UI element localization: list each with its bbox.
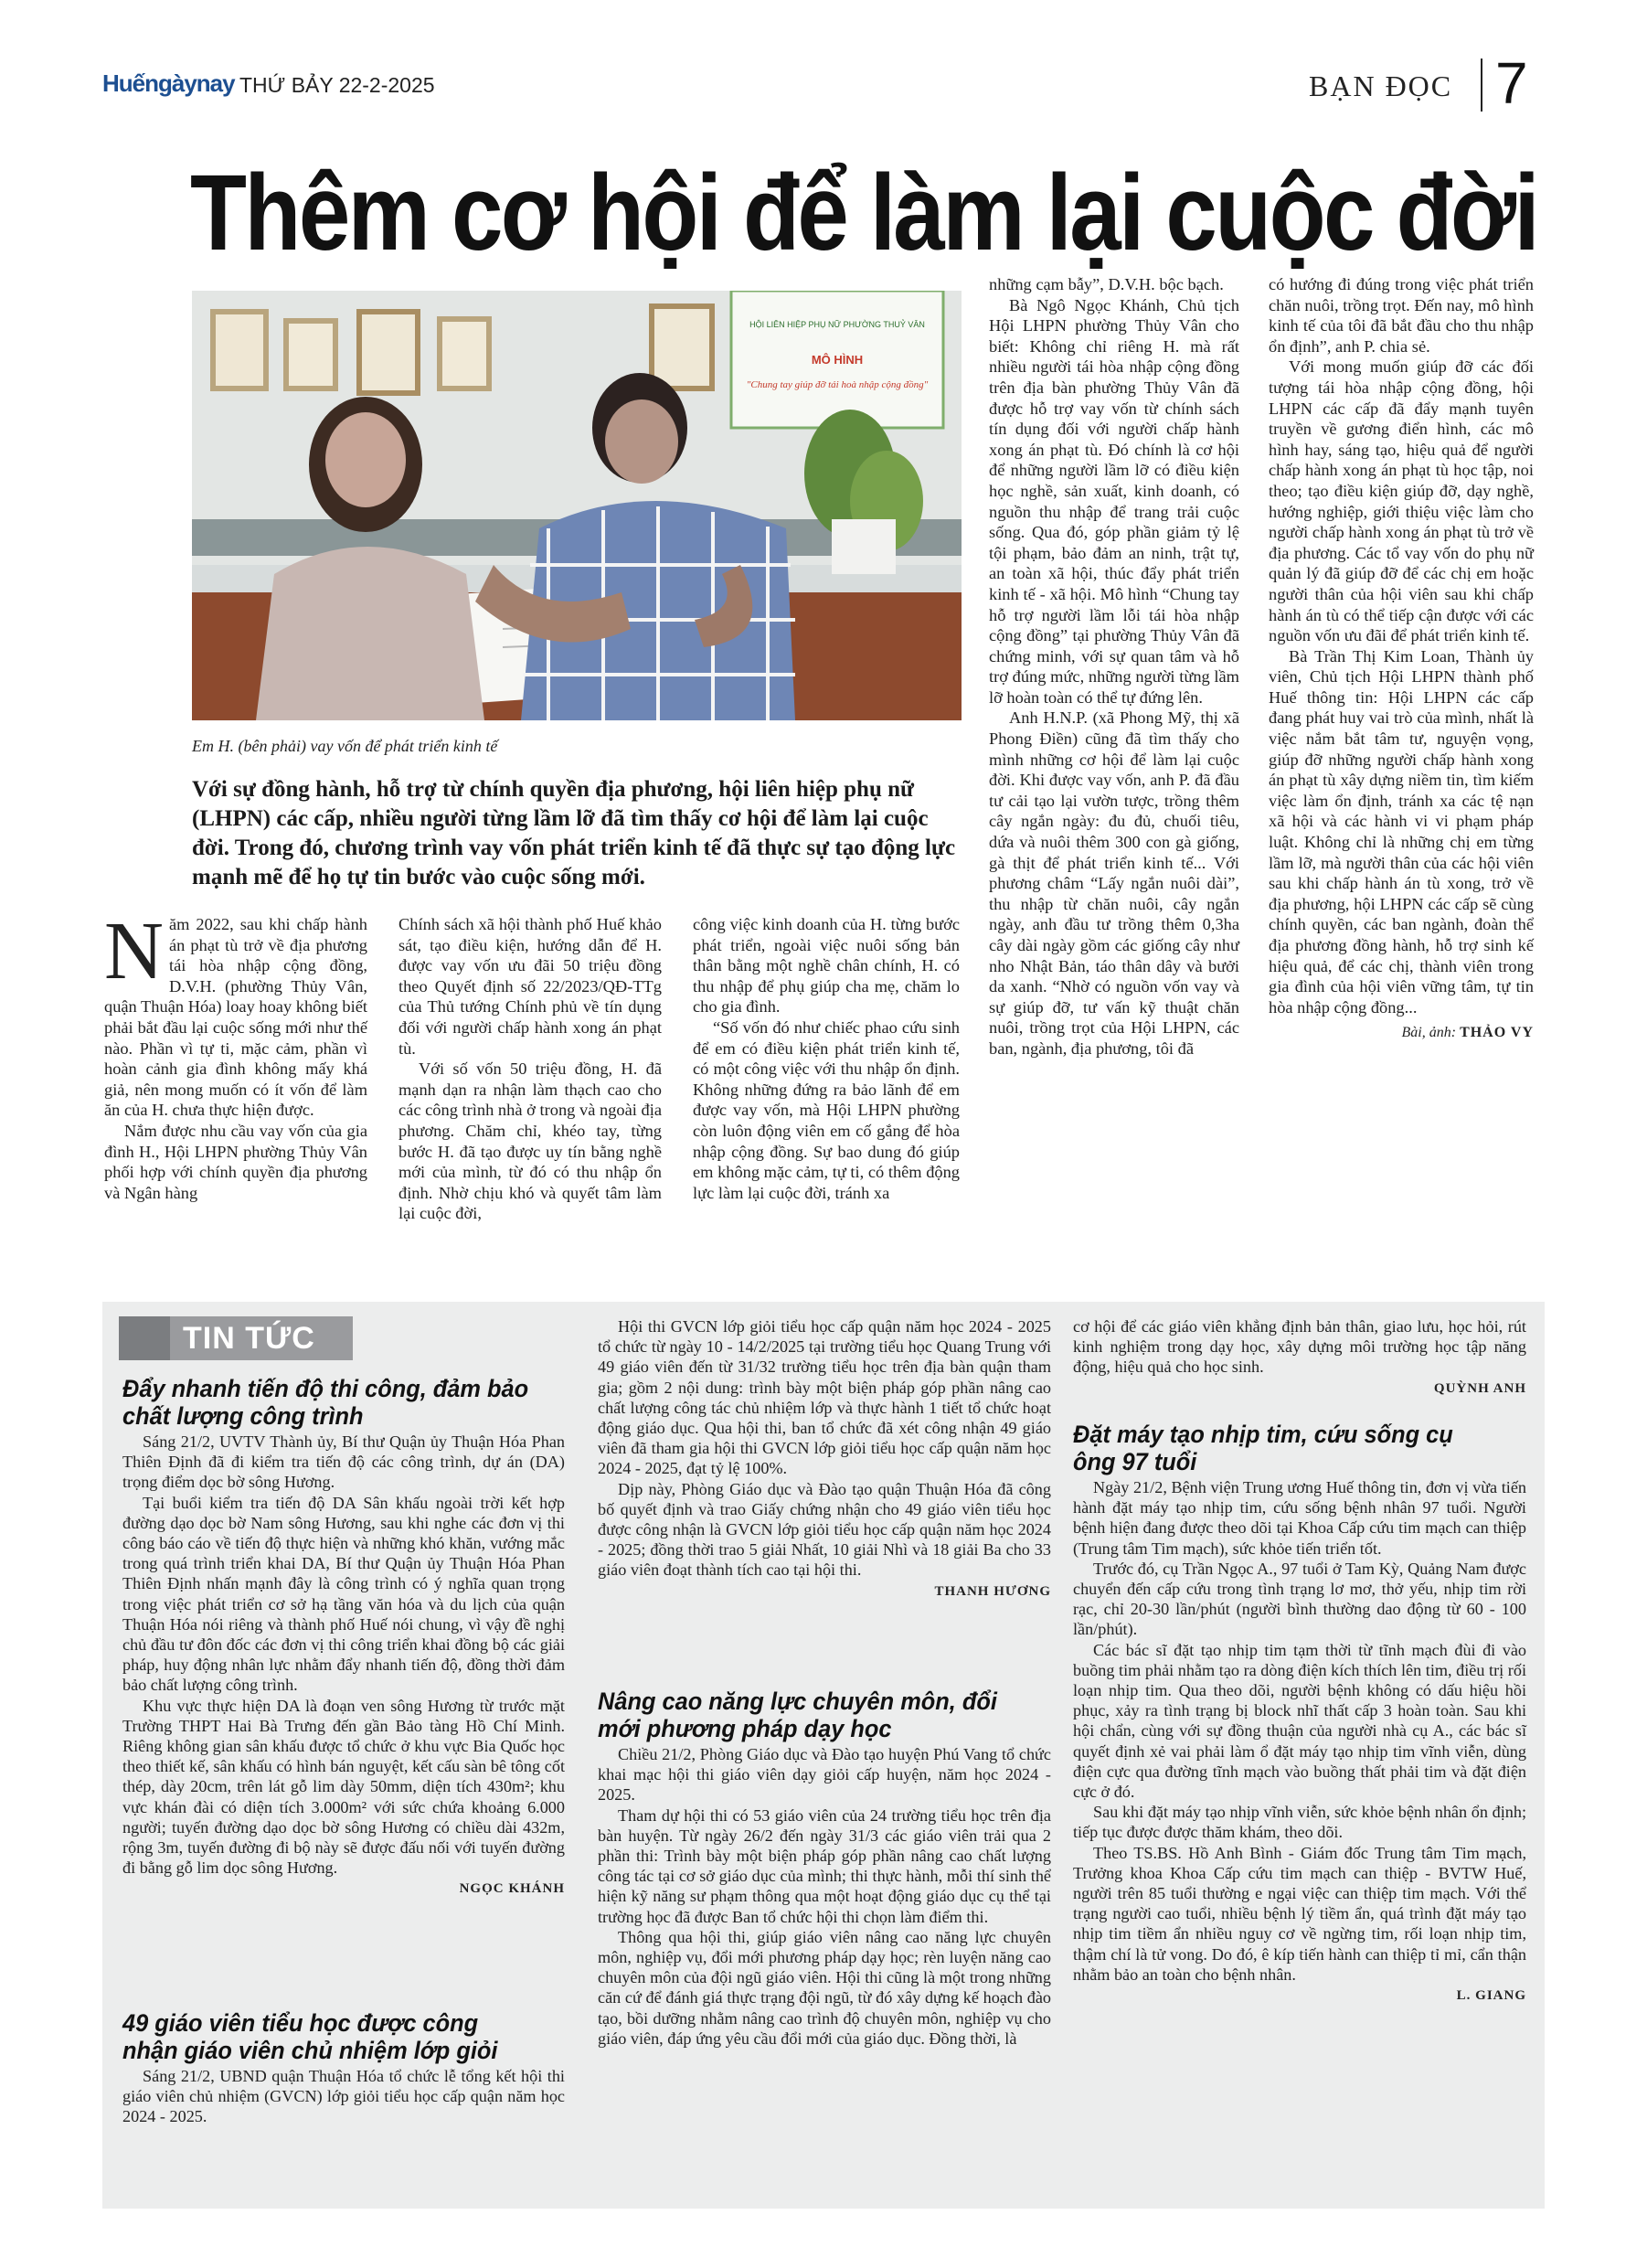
article-paragraph: Bà Trần Thị Kim Loan, Thành ủy viên, Chủ tịch Hội LHPN thành phố Huế thông tin: Hội LHPN các cấp đang phát huy vai trò của mình, nhất là việc nắm bắt tâm tư, nguyện vọng, giúp đỡ những người chấp hành xong án phạt tù xây dựng niềm tin, tìm kiếm việc làm ổn định, tránh xa các tệ nạn xã hội và các hành vi vi phạm pháp luật. Không chỉ là những chị em từng lầm lỡ, mà người thân của các hội viên sau khi chấp hành án tù xong, trở về địa phương, hội LHPN các cấp sẽ cùng chính quyền, các ban ngành, đoàn thể địa phương đồng hành, hỗ trợ sinh kế hiệu quả, để các chị, thành viên trong gia đình của hội viên vững tâm, tự tin hòa nhập cộng đồng... bbox=[1269, 646, 1534, 1017]
article-paragraph: Anh H.N.P. (xã Phong Mỹ, thị xã Phong Điền) cũng đã tìm thấy cho mình những cơ hội để làm lại cuộc đời. Khi được vay vốn, anh P. đã đầu tư cải tạo lại vườn tược, trồng thêm cây ngắn ngày: đu đủ, chuối tiêu, dứa và nuôi thêm 300 con gà giống, gà thịt để phát triển kinh tế... Với phương châm “Lấy ngắn nuôi dài”, thu nhập từ chăn nuôi, cây ngắn ngày, anh đầu tư trồng thêm 0,3ha cây dài ngày gồm các giống cây như nho Nhật Bản, táo thân dây và bưởi da xanh. “Nhờ có nguồn vốn vay và sự giúp đỡ, tư vấn kỹ thuật chăn nuôi, trồng trọt của Hội LHPN, các ban, ngành, địa phương, tôi đã bbox=[989, 708, 1239, 1058]
article-paragraph: “Số vốn đó như chiếc phao cứu sinh để em có điều kiện phát triển kinh tế, có một công việc với thu nhập ổn định. Không những đứng ra bảo lãnh để em được vay vốn, mà Hội LHPN phường còn luôn động viên em cố gắng để hòa nhập cộng đồng. Sự bao dung đó giúp em không mặc cảm, tự ti, có thêm động lực làm lại cuộc đời, tránh xa bbox=[693, 1017, 960, 1202]
article-paragraph: công việc kinh doanh của H. từng bước phát triển, ngoài việc nuôi sống bản thân bằng một nghề chân chính, H. có thu nhập để phụ giúp cha mẹ, chăm lo cho gia đình. bbox=[693, 915, 960, 1017]
news-credit: THANH HƯƠNG bbox=[934, 1583, 1051, 1599]
article-paragraph: Bà Ngô Ngọc Khánh, Chủ tịch Hội LHPN phường Thủy Vân cho biết: Không chỉ riêng H. mà rất nhiều người tái hòa nhập cộng đồng trên địa bàn phường Thủy Vân đã được hỗ trợ vay vốn từ chính sách tín dụng đối với người chấp hành xong án phạt tù. Đó chính là cơ hội để những người lầm lỡ có điều kiện học nghề, sản xuất, kinh doanh, có nguồn thu nhập để trang trải cuộc sống. Qua đó, góp phần giảm tỷ lệ tội phạm, bảo đảm an ninh, trật tự, an toàn xã hội, thúc đẩy phát triển kinh tế - xã hội. Mô hình “Chung tay hỗ trợ người lầm lỗi tái hòa nhập cộng đồng” tại phường Thủy Vân đã chứng minh, với sự quan tâm và hỗ trợ đúng mức, những người từng lầm lỡ hoàn toàn có thể tự đứng lên. bbox=[989, 295, 1239, 707]
news-section-label bbox=[119, 1316, 356, 1360]
masthead-logo: Huếngàynay bbox=[102, 69, 235, 97]
news-paragraph: Chiều 21/2, Phòng Giáo dục và Đào tạo huyện Phú Vang tổ chức khai mạc hội thi giáo viên dạy giỏi cấp huyện, năm học 2024 - 2025. bbox=[598, 1745, 1051, 1805]
page-number: 7 bbox=[1495, 50, 1528, 116]
news-paragraph: Sau khi đặt máy tạo nhịp vĩnh viễn, sức khỏe bệnh nhân ổn định; tiếp tục được được thăm khám, theo dõi. bbox=[1073, 1803, 1526, 1842]
article-paragraph: những cạm bẫy”, D.V.H. bộc bạch. bbox=[989, 275, 1224, 293]
news-body bbox=[598, 1316, 1051, 1581]
news-paragraph: Ngày 21/2, Bệnh viện Trung ương Huế thông tin, đơn vị vừa tiến hành đặt máy tạo nhịp tim, cứu sống bệnh nhân 97 tuổi. Người bệnh hiện đang được theo dõi tại Khoa Cấp cứu tim mạch can thiệp (Trung tâm Tim mạch), sức khỏe tiến triển tốt. bbox=[1073, 1478, 1526, 1558]
news-paragraph: Tại buổi kiểm tra tiến độ DA Sân khấu ngoài trời kết hợp đường dạo dọc bờ Nam sông Hương, sau khi nghe các đơn vị thi công báo cáo về tiến độ thực hiện và những khó khăn, vướng mắc trong quá trình triển khai DA, Bí thư Quận ủy Thuận Hóa Phan Thiên Định nhấn mạnh đây là công trình có ý nghĩa quan trọng trong việc phát triển cơ sở hạ tầng văn hóa và du lịch của quận Thuận Hóa nói riêng và thành phố Huế nói chung, vì vậy đề nghị chủ đầu tư đôn đốc các đơn vị thi công triển khai đồng bộ các giải pháp, huy động nhân lực nhằm đẩy nhanh tiến độ, đồng thời đảm bảo chất lượng công trình. bbox=[122, 1493, 565, 1695]
news-body bbox=[598, 1744, 1051, 2049]
news-body bbox=[1073, 1316, 1526, 1378]
article-column-1 bbox=[104, 906, 367, 1203]
article-paragraph: Chính sách xã hội thành phố Huế khảo sát, tạo điều kiện, hướng dẫn để H. được vay vốn ưu đãi 50 triệu đồng theo Quyết định số 22/2023/QĐ-TTg của Thủ tướng Chính phủ về tín dụng đối với người chấp hành xong án phạt tù. bbox=[398, 915, 662, 1058]
photo-caption: Em H. (bên phải) vay vốn để phát triển kinh tế bbox=[192, 737, 498, 755]
news-item-3 bbox=[598, 1688, 1051, 2049]
article-column-3 bbox=[693, 914, 960, 1203]
article-paragraph: Năm 2022, sau khi chấp hành án phạt tù trở về địa phương tái hòa nhập cộng đồng, D.V.H. (phường Thủy Vân, quận Thuận Hóa) loay hoay không biết phải bắt đầu lại cuộc sống mới như thế nào. Phần vì tự ti, mặc cảm, phần vì hoàn cảnh gia đình không mấy khá giả, nên mong muốn có ít vốn để làm ăn của H. chưa thực hiện được. bbox=[104, 906, 367, 1120]
news-paragraph: Khu vực thực hiện DA là đoạn ven sông Hương từ trước mặt Trường THPT Hai Bà Trưng đến gần Bảo tàng Hồ Chí Minh. Riêng không gian sân khấu được tổ chức ở khu vực Bia Quốc học theo thiết kế, sân khấu có hình bán nguyệt, kết cấu sàn bê tông cốt thép, dày 20cm, trên lát gỗ lim dày 50mm, diện tích 430m²; khu vực khán đài có diện tích 3.000m² với sức chứa khoảng 6.000 người; tuyến đường dạo dọc bờ sông Hương có chiều dài 432m, rộng 3m, tuyến đường đi bộ này sẽ được đấu nối với tuyến đường đi bằng gỗ lim dọc sông Hương. bbox=[122, 1696, 565, 1878]
article-column-4 bbox=[989, 274, 1239, 1059]
news-title: Nâng cao năng lực chuyên môn, đổi mới phương pháp dạy học bbox=[598, 1688, 997, 1742]
news-title: Đặt máy tạo nhịp tim, cứu sống cụ ông 97 tuổi bbox=[1073, 1421, 1453, 1475]
news-paragraph: Tham dự hội thi có 53 giáo viên của 24 trường tiểu học trên địa bàn huyện. Từ ngày 26/2 đến ngày 31/3 các giáo viên trải qua 2 phần thi: Trình bày một biện pháp góp phần nâng cao chất lượng công tác tại cơ sở giáo dục của mình; thi thực hành, mỗi thí sinh thể hiện kỹ năng sư phạm thông qua một hoạt động giáo dục cụ thể tại trường học đã được Ban tổ chức hội thi chọn làm điểm thi. bbox=[598, 1805, 1051, 1926]
news-credit: QUỲNH ANH bbox=[1433, 1380, 1526, 1396]
news-paragraph: Trước đó, cụ Trần Ngọc A., 97 tuổi ở Tam Kỳ, Quảng Nam được chuyển đến cấp cứu trong tình trạng lơ mơ, thở yếu, nhịp tim rời rạc, chỉ 20-30 lần/phút (người bình thường dao động từ 60 - 100 lần/phút). bbox=[1073, 1559, 1526, 1639]
photo-scene bbox=[192, 291, 962, 720]
news-paragraph: Hội thi GVCN lớp giỏi tiểu học cấp quận năm học 2024 - 2025 tổ chức từ ngày 10 - 14/2/2025 tại trường tiểu học Quang Trung với 49 giáo viên đến từ 31/32 trường tiểu học trên địa bàn quận tham gia; gồm 2 nội dung: trình bày một biện pháp góp phần nâng cao chất lượng công tác chủ nhiệm lớp và thực hành 1 tiết tổ chức hoạt động giáo dục. Qua hội thi, ban tổ chức đã xét công nhận 49 giáo viên đã tham gia hội thi GVCN lớp giỏi tiểu học cấp quận năm học 2024 - 2025, đạt tỷ lệ 100%. bbox=[598, 1317, 1051, 1478]
news-body bbox=[122, 2066, 565, 2127]
news-paragraph: Dịp này, Phòng Giáo dục và Đào tạo quận Thuận Hóa đã công bố quyết định và trao Giấy chứng nhận cho 49 giáo viên tiểu học được công nhận là GVCN lớp giỏi tiểu học cấp quận năm học 2024 - 2025; đồng thời trao 5 giải Nhất, 10 giải Nhì và 18 giải Ba cho 33 giáo viên đoạt thành tích cao tại hội thi. bbox=[598, 1479, 1051, 1580]
issue-date: THỨ BẢY 22-2-2025 bbox=[239, 73, 435, 97]
news-paragraph: Theo TS.BS. Hồ Anh Bình - Giám đốc Trung tâm Tim mạch, Trưởng khoa Khoa Cấp cứu tim mạch can thiệp - BVTW Huế, người trên 85 tuổi thường e ngại việc can thiệp tim mạch. Với thể trạng người cao tuổi, nhiều bệnh lý tiềm ẩn, quá trình đặt máy tạo nhịp tim tiềm ẩn nhiều nguy cơ về ngừng tim, rối loạn nhịp tim, thậm chí là tử vong. Do đó, ê kíp tiến hành can thiệp tỉ mỉ, cẩn thận nhằm bảo an toàn cho bệnh nhân. bbox=[1073, 1843, 1526, 1984]
banner-org: HỘI LIÊN HIỆP PHỤ NỮ PHƯỜNG THUỶ VÂN bbox=[749, 320, 925, 329]
banner-model: MÔ HÌNH bbox=[811, 353, 864, 367]
news-item-4 bbox=[1073, 1421, 1526, 2004]
article-paragraph: Với mong muốn giúp đỡ các đối tượng tái hòa nhập cộng đồng, hội LHPN các cấp đã đẩy mạnh tuyên truyền về gương điển hình, các mô hình hay, sáng tạo, hiệu quả để người chấp hành xong án phạt tù học tập, noi theo; tạo điều kiện giúp đỡ, dạy nghề, hướng nghiệp, giới thiệu việc làm cho người chấp hành xong án phạt tù trở về địa phương. Các tổ vay vốn do phụ nữ quản lý đã giúp đỡ để các chị em hoặc người thân của hội viên sau khi chấp hành án tù có thể tiếp cận được với các nguồn vốn ưu đãi để phát triển kinh tế. bbox=[1269, 357, 1534, 645]
news-title: 49 giáo viên tiểu học được công nhận giáo viên chủ nhiệm lớp giỏi bbox=[122, 2009, 498, 2064]
news-item-3-continued bbox=[1073, 1316, 1526, 1397]
news-paragraph: Sáng 21/2, UVTV Thành ủy, Bí thư Quận ủy Thuận Hóa Phan Thiên Định đã đi kiểm tra tiến độ các công trình, dự án (DA) trọng điểm dọc bờ sông Hương. bbox=[122, 1432, 565, 1492]
news-title: Đẩy nhanh tiến độ thi công, đảm bảo chất lượng công trình bbox=[122, 1375, 529, 1430]
article-paragraph: có hướng đi đúng trong việc phát triển chăn nuôi, trồng trọt. Đến nay, mô hình kinh tế của tôi đã bắt đầu cho thu nhập ổn định”, anh P. chia sẻ. bbox=[1269, 275, 1534, 356]
banner-slogan: "Chung tay giúp đỡ tái hoà nhập cộng đồng" bbox=[746, 379, 929, 390]
section-name: BẠN ĐỌC bbox=[1309, 69, 1453, 102]
news-body bbox=[122, 1432, 565, 1878]
news-paragraph: Sáng 21/2, UBND quận Thuận Hóa tổ chức lễ tổng kết hội thi giáo viên chủ nhiệm (GVCN) lớp giỏi tiểu học cấp quận năm học 2024 - 2025. bbox=[122, 2067, 565, 2126]
news-item-2 bbox=[122, 2009, 565, 2127]
news-section-title: TIN TỨC bbox=[170, 1316, 353, 1360]
section-divider bbox=[1481, 59, 1482, 112]
news-credit: L. GIANG bbox=[1456, 1988, 1526, 2004]
news-item-2-continued bbox=[598, 1316, 1051, 1600]
drop-cap: N bbox=[104, 906, 164, 996]
article-headline: Thêm cơ hội để làm lại cuộc đời bbox=[190, 153, 1538, 273]
news-credit: NGỌC KHÁNH bbox=[459, 1881, 565, 1897]
news-paragraph: Các bác sĩ đặt tạo nhịp tim tạm thời từ tĩnh mạch đùi đi vào buồng tim phải nhằm tạo ra dòng điện kích thích lên tim, điều trị rối loạn nhịp tim. Qua theo dõi, người bệnh không có dấu hiệu hồi phục, xảy ra tình trạng bị block nhĩ thất cấp 3 hoàn toàn. Sau khi hội chẩn, cùng với sự đồng thuận của người nhà cụ A., các bác sĩ quyết định xẻ vai phải làm ổ đặt máy tạo nhịp tim vĩnh viễn, dùng điện cực qua đường tĩnh mạch vào buồng thất phải tim và đặt điện cực ở đó. bbox=[1073, 1640, 1526, 1802]
article-photo bbox=[192, 291, 962, 720]
article-paragraph: Với số vốn 50 triệu đồng, H. đã mạnh dạn ra nhận làm thạch cao cho các công trình nhà ở trong và ngoài địa phương. Chăm chỉ, khéo tay, từng bước H. đã tạo được uy tín bằng nghề mới của mình, từ đó có thu nhập ổn định. Nhờ chịu khó và quyết tâm làm lại cuộc đời, bbox=[398, 1059, 662, 1223]
article-byline: Bài, ảnh: THẢO VY bbox=[1401, 1025, 1534, 1041]
label-bar bbox=[119, 1316, 170, 1360]
news-item-1 bbox=[122, 1375, 565, 1897]
news-body bbox=[1073, 1477, 1526, 1985]
news-paragraph: cơ hội để các giáo viên khẳng định bản thân, giao lưu, học hỏi, rút kinh nghiệm trong dạy học, xây dựng môi trường học tập năng động, hiệu quả cho học sinh. bbox=[1073, 1317, 1526, 1377]
article-paragraph: Nắm được nhu cầu vay vốn của gia đình H., Hội LHPN phường Thủy Vân phối hợp với chính quyền địa phương và Ngân hàng bbox=[104, 1121, 367, 1202]
news-paragraph: Thông qua hội thi, giúp giáo viên nâng cao năng lực chuyên môn, nghiệp vụ, đổi mới phương pháp dạy học; rèn luyện năng cao chuyên môn của đội ngũ giáo viên. Hội thi cũng là một trong những căn cứ để đánh giá thực trạng đội ngũ, từ đó xây dựng kế hoạch đào tạo, bồi dưỡng nhằm nâng cao trình độ chuyên môn, nghiệp vụ cho giáo viên, đáp ứng yêu cầu đổi mới của giáo dục. Đồng thời, là bbox=[598, 1927, 1051, 2048]
article-column-5 bbox=[1269, 274, 1534, 1044]
article-column-2 bbox=[398, 914, 662, 1224]
article-lede: Với sự đồng hành, hỗ trợ từ chính quyền địa phương, hội liên hiệp phụ nữ (LHPN) các cấp, nhiều người từng lầm lỡ đã tìm thấy cơ hội để làm lại cuộc đời. Trong đó, chương trình vay vốn phát triển kinh tế đã thực sự tạo động lực mạnh mẽ để họ tự tin bước vào cuộc sống mới. bbox=[192, 777, 956, 889]
